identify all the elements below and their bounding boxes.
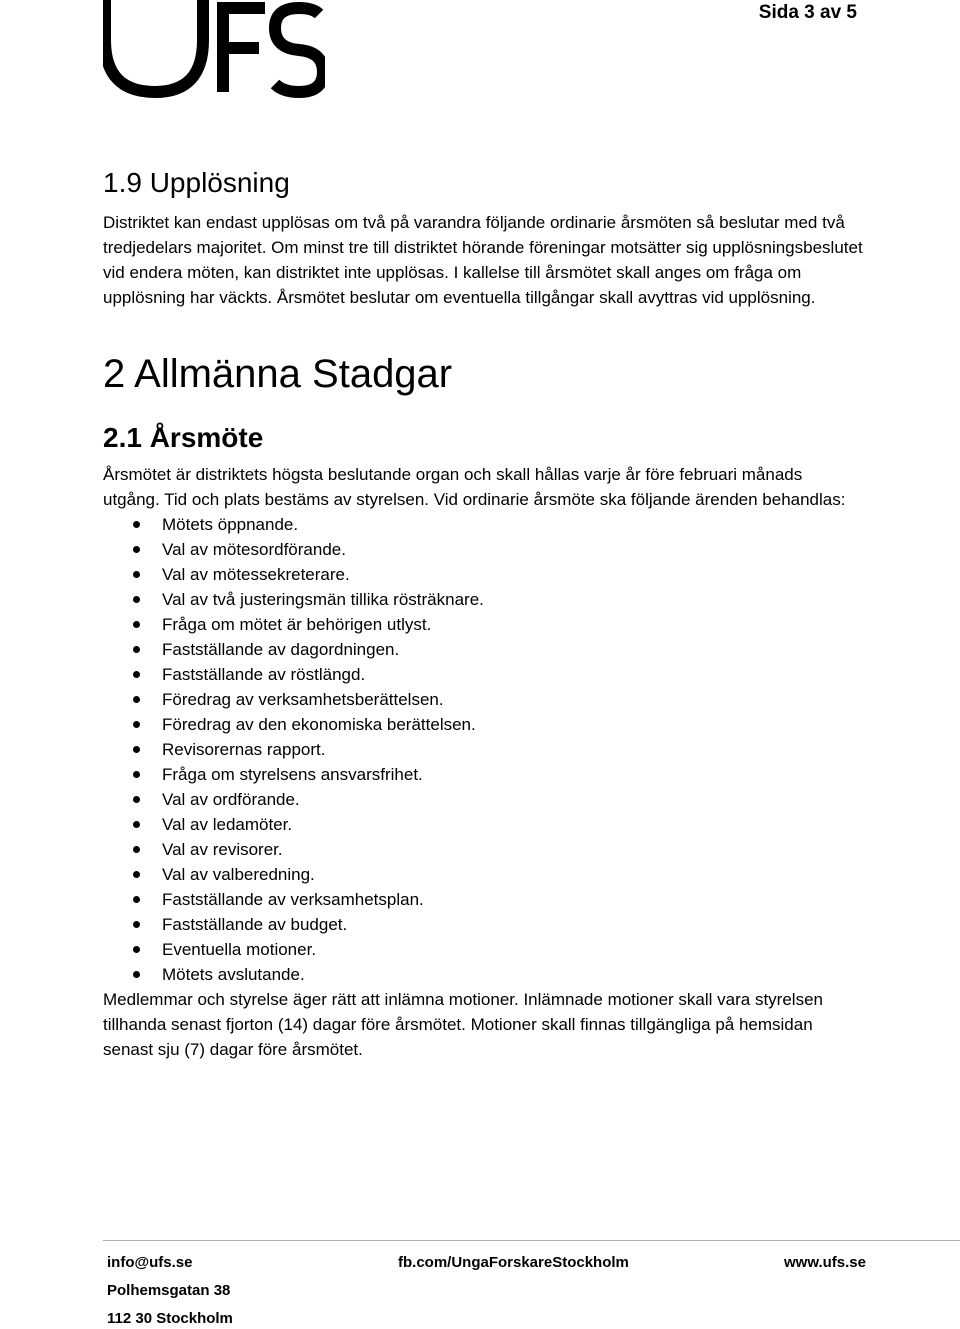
agenda-list [103, 512, 863, 987]
document-body [103, 160, 863, 1062]
list-item: Revisorernas rapport. [103, 737, 863, 762]
bullet-icon [133, 696, 140, 703]
bullet-icon [133, 596, 140, 603]
bullet-icon [133, 921, 140, 928]
footer-city: 112 30 Stockholm [107, 1310, 233, 1327]
list-item: Fastställande av verksamhetsplan. [103, 887, 863, 912]
bullet-icon [133, 971, 140, 978]
bullet-icon [133, 571, 140, 578]
list-item: Fastställande av dagordningen. [103, 637, 863, 662]
list-item: Val av ledamöter. [103, 812, 863, 837]
bullet-icon [133, 721, 140, 728]
chapter-heading-general-statutes: 2 Allmänna Stadgar [103, 352, 453, 396]
annual-meeting-intro: Årsmötet är distriktets högsta beslutande organ och skall hållas varje år före februari månads utgång. Tid och plats bestäms av styrelsen. Vid ordinarie årsmöte ska följande ärenden behandlas: [103, 465, 846, 509]
bullet-icon [133, 746, 140, 753]
bullet-icon [133, 796, 140, 803]
bullet-icon [133, 521, 140, 528]
footer-street: Polhemsgatan 38 [107, 1282, 231, 1299]
motions-paragraph: Medlemmar och styrelse äger rätt att inlämna motioner. Inlämnade motioner skall vara styrelsen tillhanda senast fjorton (14) dagar före årsmötet. Motioner skall finnas tillgängliga på hemsidan senast sju (7) dagar före årsmötet. [103, 990, 823, 1059]
bullet-icon [133, 871, 140, 878]
bullet-icon [133, 671, 140, 678]
list-item: Mötets öppnande. [103, 512, 863, 537]
list-item: Val av två justeringsmän tillika rösträknare. [103, 587, 863, 612]
footer-divider [103, 1240, 960, 1241]
section-heading-annual-meeting: 2.1 Årsmöte [103, 422, 264, 453]
bullet-icon [133, 821, 140, 828]
list-item: Val av revisorer. [103, 837, 863, 862]
list-item: Fastställande av budget. [103, 912, 863, 937]
footer-email: info@ufs.se [107, 1254, 193, 1271]
list-item: Val av ordförande. [103, 787, 863, 812]
footer-website: www.ufs.se [784, 1254, 866, 1271]
list-item: Fråga om mötet är behörigen utlyst. [103, 612, 863, 637]
dissolution-paragraph: Distriktet kan endast upplösas om två på varandra följande ordinarie årsmöten så beslutar med två tredjedelars majoritet. Om minst tre till distriktet hörande föreningar motsätter sig upplösningsbeslutet vid endera möten, kan distriktet inte upplösas. I kallelse till årsmötet skall anges om fråga om upplösning har väckts. Årsmötet beslutar om eventuella tillgångar skall avyttras vid upplösning. [103, 213, 863, 307]
list-item: Föredrag av den ekonomiska berättelsen. [103, 712, 863, 737]
bullet-icon [133, 621, 140, 628]
page-number: Sida 3 av 5 [758, 2, 857, 23]
list-item: Val av valberedning. [103, 862, 863, 887]
list-item: Fastställande av röstlängd. [103, 662, 863, 687]
list-item: Val av mötesordförande. [103, 537, 863, 562]
list-item: Fråga om styrelsens ansvarsfrihet. [103, 762, 863, 787]
bullet-icon [133, 546, 140, 553]
list-item: Val av mötessekreterare. [103, 562, 863, 587]
bullet-icon [133, 646, 140, 653]
list-item: Eventuella motioner. [103, 937, 863, 962]
bullet-icon [133, 946, 140, 953]
bullet-icon [133, 771, 140, 778]
footer-facebook: fb.com/UngaForskareStockholm [398, 1254, 629, 1271]
list-item: Mötets avslutande. [103, 962, 863, 987]
bullet-icon [133, 896, 140, 903]
list-item: Föredrag av verksamhetsberättelsen. [103, 687, 863, 712]
ufs-logo [103, 0, 325, 98]
bullet-icon [133, 846, 140, 853]
section-heading-dissolution: 1.9 Upplösning [103, 167, 290, 198]
